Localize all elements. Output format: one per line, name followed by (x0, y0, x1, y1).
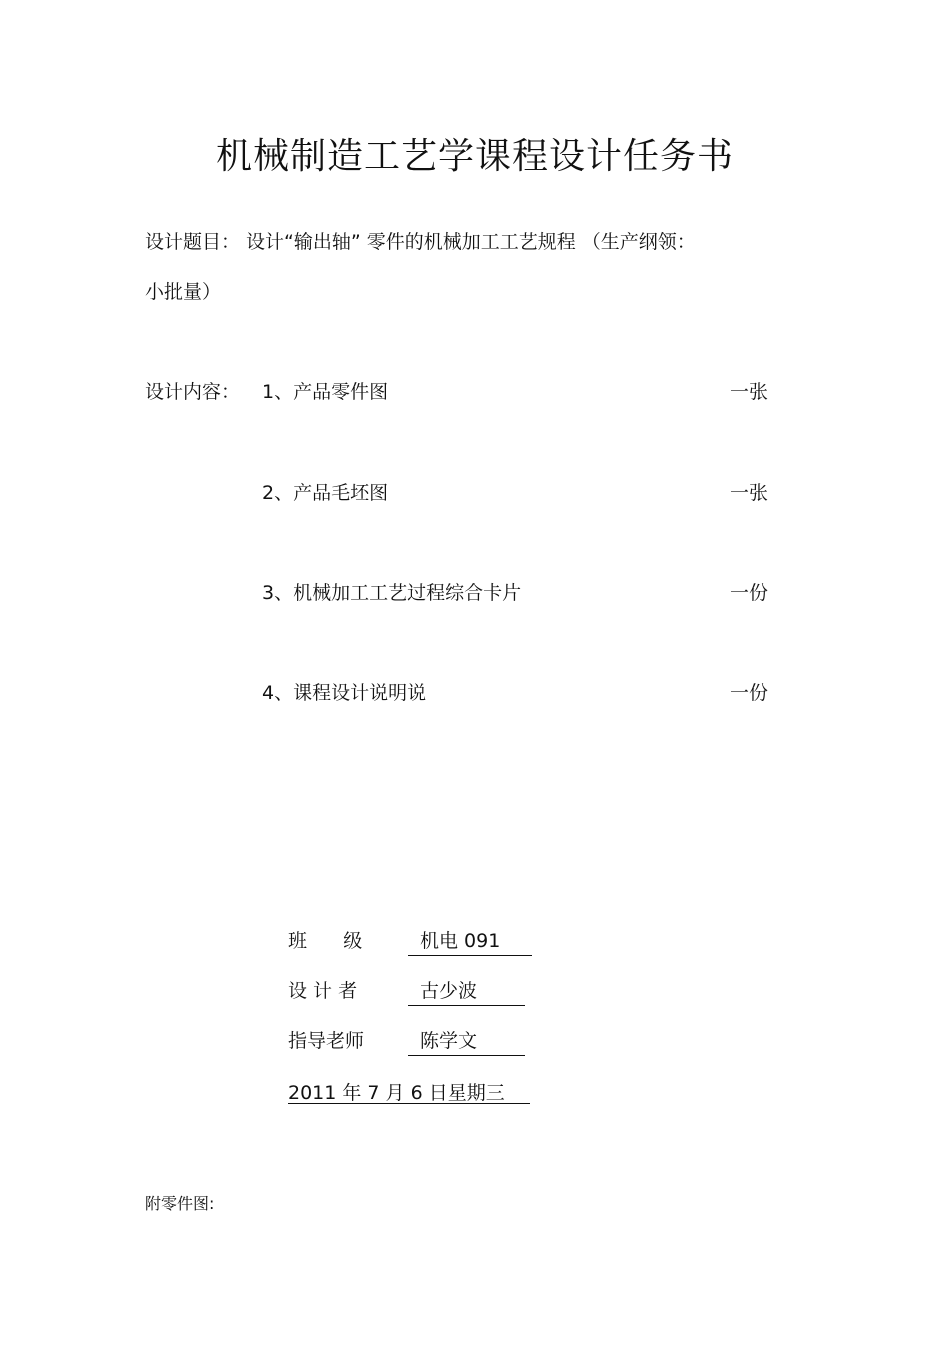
content-item-2-qty: 一张 (730, 482, 769, 504)
content-item-4-qty: 一份 (730, 682, 769, 704)
attachment-label: 附零件图: (145, 1194, 215, 1213)
designer-label: 设 计 者 (288, 980, 358, 1002)
document-title: 机械制造工艺学课程设计任务书 (215, 136, 734, 177)
content-item-4: 4、课程设计说明说 (262, 682, 427, 704)
design-content-label: 设计内容： (145, 381, 241, 403)
advisor-label: 指导老师 (288, 1030, 365, 1052)
design-subject-line1: 设计题目： 设计“输出轴” 零件的机械加工工艺规程 （生产纲领： (145, 231, 696, 253)
content-item-1-qty: 一张 (730, 381, 769, 403)
content-item-3: 3、机械加工工艺过程综合卡片 (262, 582, 522, 604)
class-value: 机电 091 (408, 927, 532, 956)
designer-value: 古少波 (408, 977, 525, 1006)
class-label: 班 级 (288, 930, 363, 952)
content-item-2: 2、产品毛坯图 (262, 482, 389, 504)
design-subject-line2: 小批量） (145, 281, 222, 303)
content-item-1: 1、产品零件图 (262, 381, 389, 403)
date-underline (288, 1103, 530, 1104)
advisor-value: 陈学文 (408, 1027, 525, 1056)
content-item-3-qty: 一份 (730, 582, 769, 604)
date-text: 2011 年 7 月 6 日星期三 (288, 1082, 505, 1104)
